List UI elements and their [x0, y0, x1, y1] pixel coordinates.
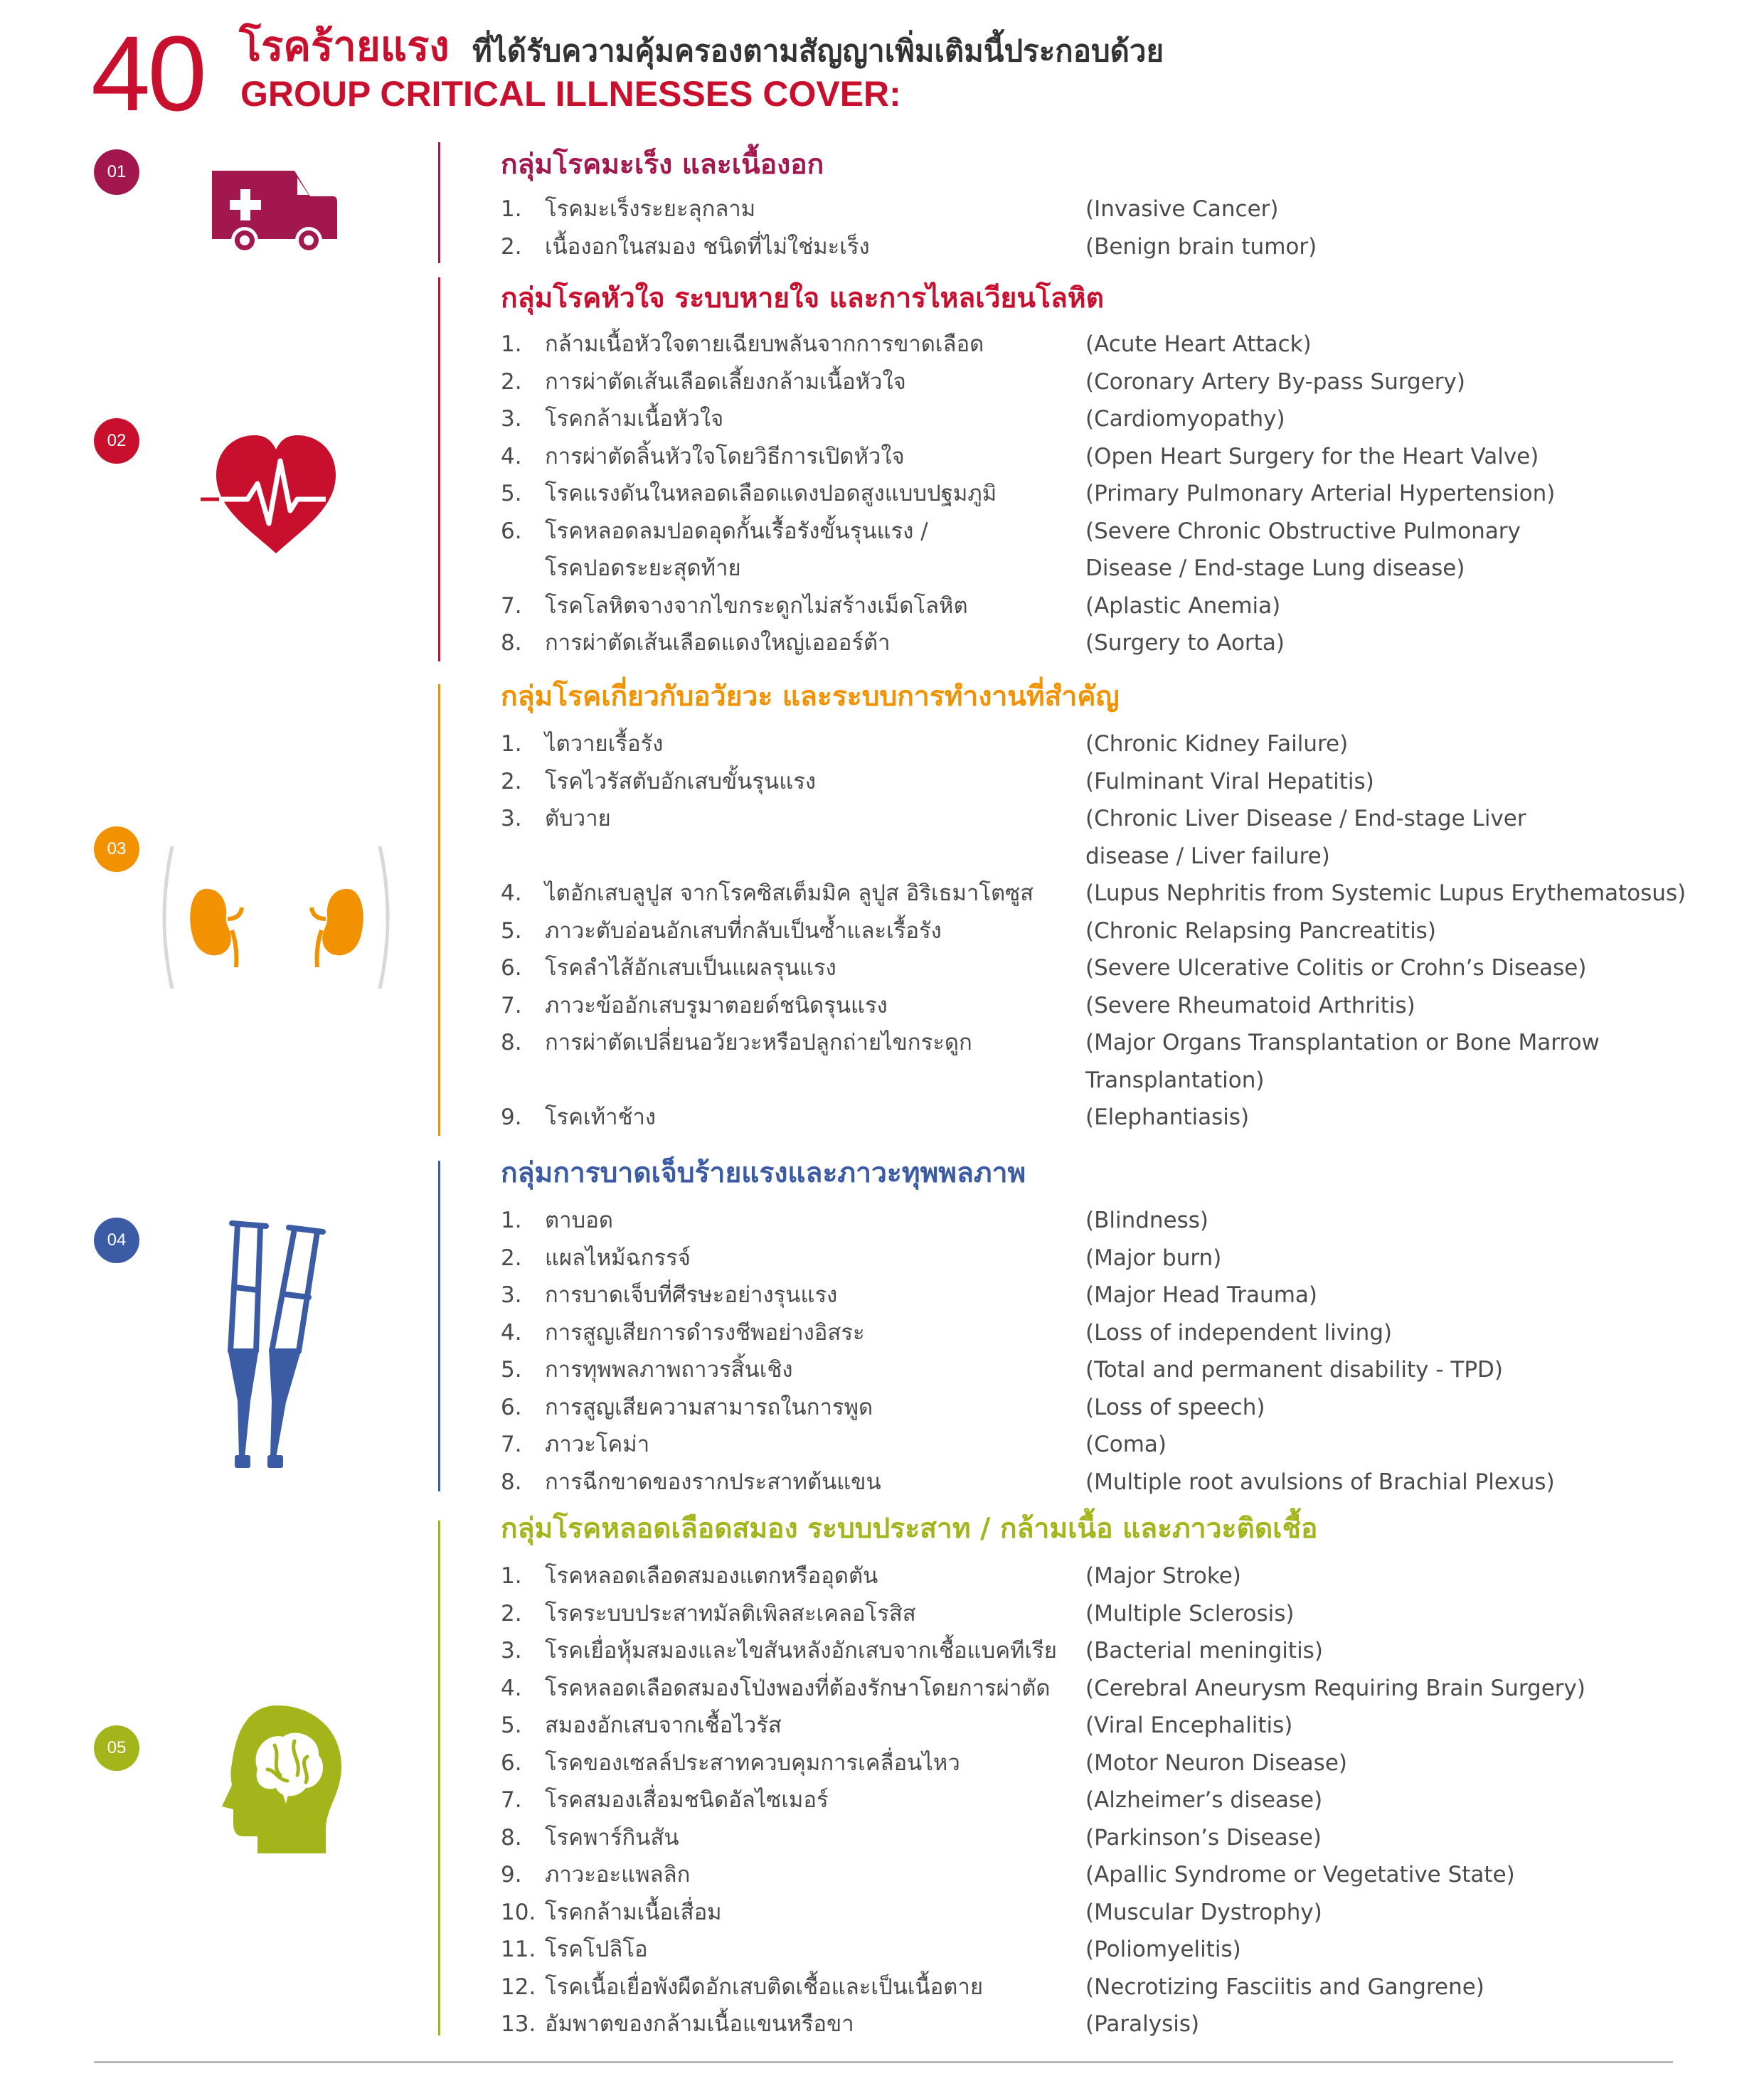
item-number: 1.: [501, 1563, 522, 1589]
page-header: [91, 14, 1727, 133]
item-thai: โรคโลหิตจางจากไขกระดูกไม่สร้างเม็ดโลหิต: [545, 592, 968, 619]
group-badge: 03: [94, 826, 139, 872]
item-english: (Apallic Syndrome or Vegetative State): [1085, 1862, 1515, 1888]
item-thai: การสูญเสียความสามารถในการพูด: [545, 1394, 873, 1420]
title-english: GROUP CRITICAL ILLNESSES COVER:: [240, 74, 901, 114]
item-thai: โรคมะเร็งระยะลุกลาม: [545, 196, 756, 222]
item-thai: ภาวะข้ออักเสบรูมาตอยด์ชนิดรุนแรง: [545, 992, 888, 1018]
item-thai: สมองอักเสบจากเชื้อไวรัส: [545, 1713, 782, 1738]
item-number: 2.: [501, 368, 522, 395]
item-number: 2.: [501, 768, 522, 794]
item-thai: โรคเนื้อเยื่อพังผืดอักเสบติดเชื้อและเป็นเนื้อตาย: [545, 1974, 983, 2000]
item-number: 1.: [501, 1208, 522, 1233]
item-number: 8.: [501, 1824, 522, 1851]
item-number: 1.: [501, 331, 522, 357]
group-divider: [438, 1161, 440, 1491]
item-number: 4.: [501, 880, 522, 906]
item-number: 1.: [501, 731, 522, 757]
item-number: 8.: [501, 1030, 522, 1055]
item-number: 2.: [501, 1600, 522, 1627]
group-cancer: [0, 142, 1764, 263]
heart-pulse-icon: [198, 430, 354, 560]
item-number: 6.: [501, 518, 522, 544]
item-english: disease / Liver failure): [1085, 843, 1330, 869]
item-english: (Surgery to Aorta): [1085, 630, 1285, 656]
group-badge: 04: [94, 1218, 139, 1263]
item-number: 5.: [501, 1713, 522, 1738]
item-number: 6.: [501, 955, 522, 981]
footer-divider: [94, 2061, 1673, 2063]
group-title: กลุ่มการบาดเจ็บร้ายแรงและภาวะทุพพลภาพ: [501, 1157, 1026, 1189]
item-english: (Primary Pulmonary Arterial Hypertension): [1085, 481, 1556, 506]
item-number: 6.: [501, 1394, 522, 1420]
item-number: 8.: [501, 630, 522, 656]
item-english: (Coronary Artery By-pass Surgery): [1085, 368, 1465, 395]
item-thai: โรคไวรัสตับอักเสบขั้นรุนแรง: [545, 768, 816, 794]
item-english: (Open Heart Surgery for the Heart Valve): [1085, 443, 1539, 469]
item-thai: ตาบอด: [545, 1208, 613, 1233]
item-english: (Major Head Trauma): [1085, 1282, 1317, 1308]
item-english: (Major Organs Transplantation or Bone Marrow: [1085, 1030, 1600, 1055]
item-english: (Blindness): [1085, 1208, 1209, 1233]
item-thai: โรคหลอดเลือดสมองโป่งพองที่ต้องรักษาโดยการผ่าตัด: [545, 1675, 1051, 1701]
item-number: 12.: [501, 1974, 536, 2000]
item-thai: ไตอักเสบลูปูส จากโรคซิสเต็มมิค ลูปูส อิริเธมาโตซูส: [545, 880, 1034, 906]
item-thai: ภาวะอะแพลลิก: [545, 1862, 691, 1888]
item-number: 7.: [501, 592, 522, 619]
group-title: กลุ่มโรคมะเร็ง และเนื้องอก: [501, 149, 824, 181]
illness-count: 40: [91, 14, 204, 133]
item-number: 2.: [501, 1245, 522, 1271]
item-thai: การผ่าตัดเปลี่ยนอวัยวะหรือปลูกถ่ายไขกระดูก: [545, 1030, 972, 1055]
item-english: (Chronic Relapsing Pancreatitis): [1085, 917, 1436, 944]
group-title: กลุ่มโรคหัวใจ ระบบหายใจ และการไหลเวียนโลหิต: [501, 282, 1104, 314]
item-thai: โรคเท้าช้าง: [545, 1104, 657, 1130]
group-divider: [438, 277, 440, 661]
item-thai: โรคหลอดเลือดสมองแตกหรืออุดตัน: [545, 1563, 878, 1589]
group-title: กลุ่มโรคหลอดเลือดสมอง ระบบประสาท / กล้ามเนื้อ และภาวะติดเชื้อ: [501, 1513, 1318, 1545]
item-english: (Fulminant Viral Hepatitis): [1085, 768, 1374, 794]
item-thai: โรคโปลิโอ: [545, 1937, 648, 1962]
group-title: กลุ่มโรคเกี่ยวกับอวัยวะ และระบบการทำงานที่สำคัญ: [501, 681, 1120, 713]
item-thai: กล้ามเนื้อหัวใจตายเฉียบพลันจากการขาดเลือด: [545, 331, 984, 357]
item-number: 3.: [501, 806, 522, 831]
item-english: (Chronic Kidney Failure): [1085, 731, 1349, 757]
item-number: 7.: [501, 992, 522, 1018]
item-thai: โรคของเซลล์ประสาทควบคุมการเคลื่อนไหว: [545, 1750, 960, 1776]
item-thai: โรคกล้ามเนื้อเสื่อม: [545, 1899, 722, 1925]
item-number: 5.: [501, 1357, 522, 1383]
crutches-icon: [213, 1216, 341, 1475]
group-badge: 01: [94, 149, 139, 195]
item-english: (Aplastic Anemia): [1085, 592, 1281, 619]
item-thai: การผ่าตัดเส้นเลือดแดงใหญ่เอออร์ต้า: [545, 630, 891, 656]
item-english: Transplantation): [1085, 1067, 1265, 1093]
head-brain-icon: [206, 1701, 349, 1861]
item-thai: แผลไหม้ฉกรรจ์: [545, 1245, 691, 1271]
kidneys-icon: [162, 839, 390, 999]
group-organs: [0, 677, 1764, 1136]
group-divider: [438, 1521, 440, 2035]
item-number: 5.: [501, 917, 522, 944]
item-number: 3.: [501, 406, 522, 432]
item-thai: โรคหลอดลมปอดอุดกั้นเรื้อรังขั้นรุนแรง /: [545, 518, 928, 544]
item-number: 7.: [501, 1432, 522, 1457]
item-english: (Elephantiasis): [1085, 1104, 1250, 1130]
title-thai-rest: ที่ได้รับความคุ้มครองตามสัญญาเพิ่มเติมนี้ประกอบด้วย: [472, 33, 1164, 68]
item-number: 8.: [501, 1469, 522, 1495]
item-english: (Bacterial meningitis): [1085, 1638, 1323, 1664]
item-english: (Severe Ulcerative Colitis or Crohn’s Disease): [1085, 955, 1587, 981]
item-thai: การฉีกขาดของรากประสาทต้นแขน: [545, 1469, 881, 1495]
item-english: (Multiple Sclerosis): [1085, 1600, 1295, 1627]
item-english: (Lupus Nephritis from Systemic Lupus Erythematosus): [1085, 880, 1686, 906]
item-number: 9.: [501, 1862, 522, 1888]
item-thai: ไตวายเรื้อรัง: [545, 731, 664, 757]
item-english: (Severe Chronic Obstructive Pulmonary: [1085, 518, 1521, 544]
item-thai: โรคระบบประสาทมัลติเพิลสะเคลอโรสิส: [545, 1600, 916, 1627]
group-badge: 02: [94, 418, 139, 464]
item-english: (Multiple root avulsions of Brachial Plexus): [1085, 1469, 1555, 1495]
item-english: (Muscular Dystrophy): [1085, 1899, 1322, 1925]
item-thai: ภาวะตับอ่อนอักเสบที่กลับเป็นซ้ำและเรื้อรัง: [545, 917, 942, 944]
item-thai: อัมพาตของกล้ามเนื้อแขนหรือขา: [545, 2011, 854, 2037]
item-number: 10.: [501, 1899, 536, 1925]
item-number: 4.: [501, 443, 522, 469]
item-thai: โรคกล้ามเนื้อหัวใจ: [545, 406, 724, 432]
item-english: (Cardiomyopathy): [1085, 406, 1285, 432]
item-thai: โรคปอดระยะสุดท้าย: [545, 555, 741, 581]
item-number: 5.: [501, 481, 522, 506]
item-english: (Major Stroke): [1085, 1563, 1241, 1589]
item-thai: โรคแรงดันในหลอดเลือดแดงปอดสูงแบบปฐมภูมิ: [545, 481, 997, 506]
item-english: (Acute Heart Attack): [1085, 331, 1312, 357]
item-thai: ตับวาย: [545, 806, 611, 831]
item-english: (Major burn): [1085, 1245, 1222, 1271]
item-thai: ภาวะโคม่า: [545, 1432, 650, 1457]
item-english: (Paralysis): [1085, 2011, 1200, 2037]
item-thai: การทุพพลภาพถาวรสิ้นเชิง: [545, 1357, 793, 1383]
item-english: (Total and permanent disability - TPD): [1085, 1357, 1503, 1383]
item-thai: โรคพาร์กินสัน: [545, 1824, 679, 1851]
item-english: (Chronic Liver Disease / End-stage Liver: [1085, 806, 1526, 831]
item-number: 6.: [501, 1750, 522, 1776]
item-english: (Alzheimer’s disease): [1085, 1787, 1323, 1813]
item-number: 1.: [501, 196, 522, 222]
item-thai: การบาดเจ็บที่ศีรษะอย่างรุนแรง: [545, 1282, 838, 1308]
item-number: 3.: [501, 1282, 522, 1308]
item-thai: โรคลำไส้อักเสบเป็นแผลรุนแรง: [545, 955, 836, 981]
item-english: (Motor Neuron Disease): [1085, 1750, 1347, 1776]
item-english: (Benign brain tumor): [1085, 233, 1317, 260]
item-english: (Poliomyelitis): [1085, 1937, 1241, 1962]
item-number: 11.: [501, 1937, 536, 1962]
group-injury: [0, 1154, 1764, 1495]
item-number: 2.: [501, 233, 522, 260]
group-neuro: [0, 1509, 1764, 2035]
title-thai-strong: โรคร้ายแรง: [239, 22, 450, 70]
item-english: (Necrotizing Fasciitis and Gangrene): [1085, 1974, 1484, 2000]
item-english: (Parkinson’s Disease): [1085, 1824, 1322, 1851]
item-number: 4.: [501, 1319, 522, 1346]
item-english: (Loss of speech): [1085, 1394, 1265, 1420]
item-thai: การสูญเสียการดำรงชีพอย่างอิสระ: [545, 1319, 865, 1346]
item-number: 4.: [501, 1675, 522, 1701]
item-thai: เนื้องอกในสมอง ชนิดที่ไม่ใช่มะเร็ง: [545, 233, 870, 260]
item-thai: การผ่าตัดลิ้นหัวใจโดยวิธีการเปิดหัวใจ: [545, 443, 905, 469]
item-english: (Viral Encephalitis): [1085, 1713, 1293, 1738]
group-badge: 05: [94, 1725, 139, 1771]
item-english: (Coma): [1085, 1432, 1167, 1457]
item-thai: โรคสมองเสื่อมชนิดอัลไซเมอร์: [545, 1787, 829, 1813]
item-english: (Cerebral Aneurysm Requiring Brain Surgery): [1085, 1675, 1585, 1701]
item-number: 7.: [501, 1787, 522, 1813]
item-thai: การผ่าตัดเส้นเลือดเลี้ยงกล้ามเนื้อหัวใจ: [545, 368, 906, 395]
item-number: 3.: [501, 1638, 522, 1664]
item-thai: โรคเยื่อหุ้มสมองและไขสันหลังอักเสบจากเชื้อแบคทีเรีย: [545, 1638, 1057, 1664]
group-divider: [438, 684, 440, 1136]
group-heart: [0, 277, 1764, 661]
item-english: (Severe Rheumatoid Arthritis): [1085, 992, 1415, 1018]
item-english: Disease / End-stage Lung disease): [1085, 555, 1465, 581]
group-divider: [438, 142, 440, 263]
item-number: 9.: [501, 1104, 522, 1130]
item-english: (Invasive Cancer): [1085, 196, 1279, 222]
ambulance-icon: [208, 166, 340, 259]
item-english: (Loss of independent living): [1085, 1319, 1393, 1346]
item-number: 13.: [501, 2011, 536, 2037]
